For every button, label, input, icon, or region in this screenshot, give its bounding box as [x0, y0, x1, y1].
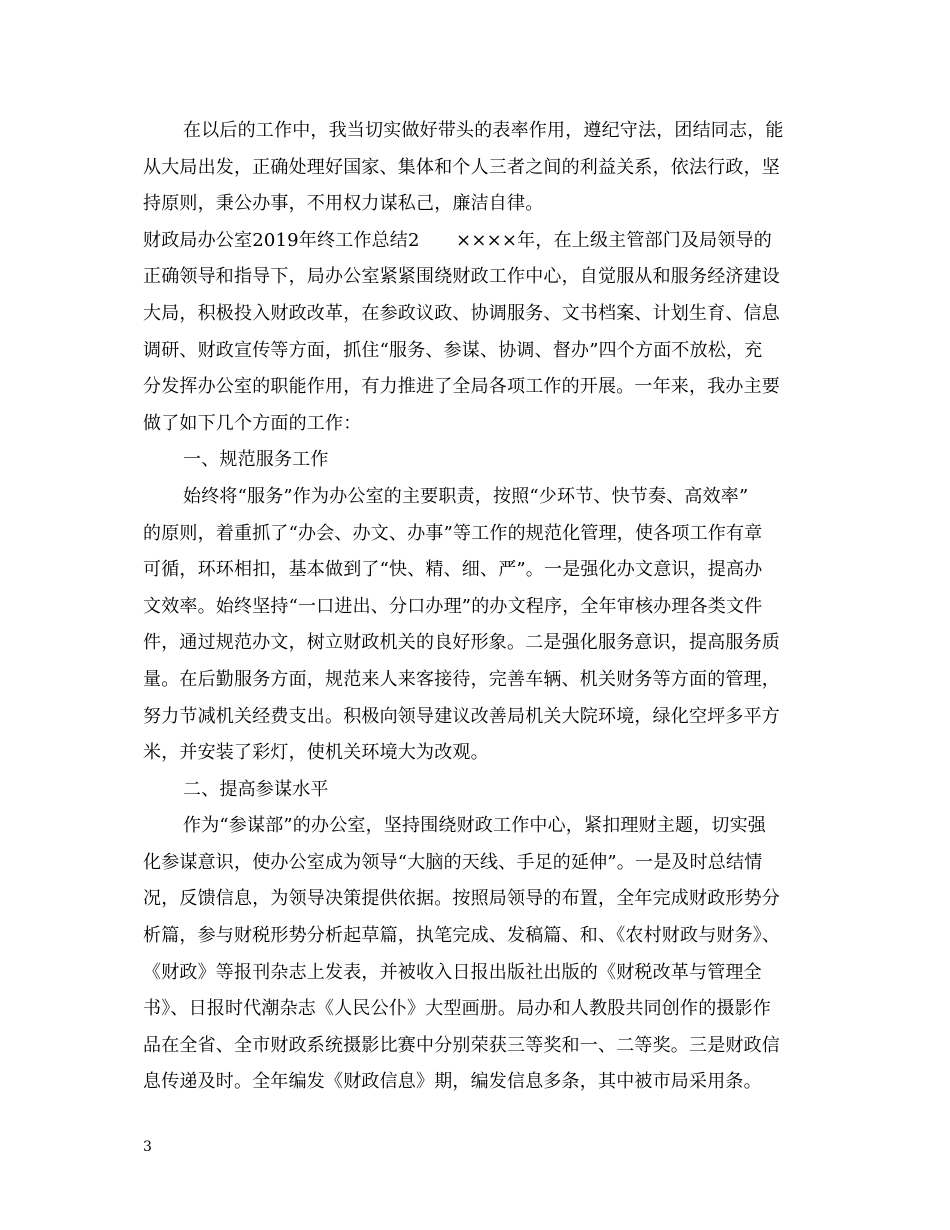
text-line: 可循，环环相扣，基本做到了“快、精、细、严”。一是强化办文意识，提高办	[143, 559, 763, 581]
text-line: 息传递及时。全年编发《财政信息》期，编发信息多条，其中被市局采用条。	[143, 1071, 762, 1093]
document-body	[143, 113, 813, 1101]
text-line: 持原则，秉公办事，不用权力谋私己，廉洁自律。	[143, 193, 544, 215]
text-line: 的原则，着重抓了“办会、办文、办事”等工作的规范化管理，使各项工作有章	[143, 522, 763, 544]
text-line: 大局，积极投入财政改革，在参政议政、协调服务、文书档案、计划生育、信息	[143, 302, 780, 324]
page-number: 3	[143, 1139, 152, 1155]
text-line: 况，反馈信息，为领导决策提供依据。按照局领导的布置，全年完成财政形势分	[143, 888, 780, 910]
text-line: 财政局办公室2019年终工作总结2 ××××年，在上级主管部门及局领导的	[143, 229, 772, 251]
text-line: 件，通过规范办文，树立财政机关的良好形象。二是强化服务意识，提高服务质	[143, 632, 780, 654]
text-line: 做了如下几个方面的工作：	[143, 412, 362, 434]
text-line: 析篇，参与财税形势分析起草篇，执笔完成、发稿篇、和、《农村财政与财务》、	[143, 925, 781, 947]
text-line: 一、规范服务工作	[183, 449, 329, 471]
text-line: 分发挥办公室的职能作用，有力推进了全局各项工作的开展。一年来，我办主要	[143, 376, 780, 398]
text-line: 在以后的工作中，我当切实做好带头的表率作用，遵纪守法，团结同志，能	[183, 120, 784, 141]
text-line: 品在全省、全市财政系统摄影比赛中分别荣获三等奖和一、二等奖。三是财政信	[143, 1034, 780, 1056]
text-line: 正确领导和指导下，局办公室紧紧围绕财政工作中心，自觉服从和服务经济建设	[143, 266, 780, 288]
text-line: 始终将“服务”作为办公室的主要职责，按照“少环节、快节奏、高效率”	[183, 485, 749, 507]
text-line: 化参谋意识，使办公室成为领导“大脑的天线、手足的延伸”。一是及时总结情	[143, 851, 763, 873]
text-line: 文效率。始终坚持“一口进出、分口办理”的办文程序，全年审核办理各类文件	[143, 595, 763, 617]
text-line: 书》、日报时代潮杂志《人民公仆》大型画册。局办和人教股共同创作的摄影作	[143, 998, 771, 1020]
text-line: 《财政》等报刊杂志上发表，并被收入日报出版社出版的《财税改革与管理全	[143, 961, 762, 983]
text-line: 量。在后勤服务方面，规范来人来客接待，完善车辆、机关财务等方面的管理，	[143, 668, 780, 690]
text-line: 调研、财政宣传等方面，抓住“服务、参谋、协调、督办”四个方面不放松，充	[143, 339, 763, 361]
text-line: 二、提高参谋水平	[183, 778, 329, 800]
text-line: 努力节减机关经费支出。积极向领导建议改善局机关大院环境，绿化空坪多平方	[143, 705, 780, 727]
text-line: 从大局出发，正确处理好国家、集体和个人三者之间的利益关系，依法行政，坚	[143, 156, 780, 178]
text-line: 作为“参谋部”的办公室，坚持围绕财政工作中心，紧扣理财主题，切实强	[183, 815, 767, 837]
text-line: 米，并安装了彩灯，使机关环境大为改观。	[143, 742, 489, 764]
